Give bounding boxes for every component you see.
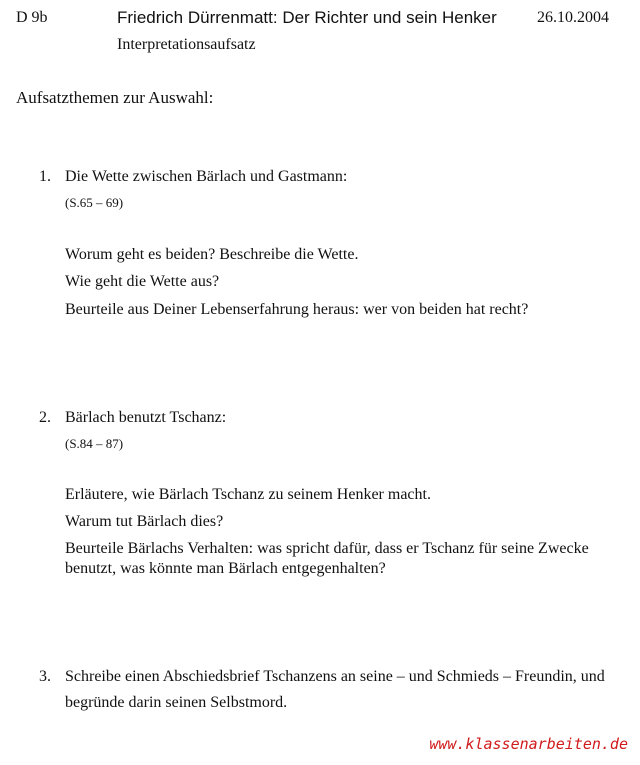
watermark: www.klassenarbeiten.de (429, 735, 628, 753)
topic-title-continued: begründe darin seinen Selbstmord. (65, 694, 288, 711)
document-title: Friedrich Dürrenmatt: Der Richter und sein Henker (117, 8, 497, 27)
topic-title: Schreibe einen Abschiedsbrief Tschanzens an seine – und Schmieds – Freundin, und (65, 668, 605, 685)
topic-question: benutzt, was könnte man Bärlach entgegenhalten? (65, 560, 386, 577)
topic-question: Beurteile Bärlachs Verhalten: was spricht dafür, dass er Tschanz für seine Zwecke (65, 540, 589, 557)
topic-question: Beurteile aus Deiner Lebenserfahrung heraus: wer von beiden hat recht? (65, 301, 529, 318)
intro-heading: Aufsatzthemen zur Auswahl: (16, 88, 214, 107)
topic-question: Wie geht die Wette aus? (65, 273, 220, 290)
topic-number: 3. (39, 668, 51, 685)
topic-title: Die Wette zwischen Bärlach und Gastmann: (65, 168, 348, 185)
topic-number: 2. (39, 409, 51, 426)
topic-number: 1. (39, 168, 51, 185)
document-date: 26.10.2004 (537, 9, 609, 26)
topic-question: Worum geht es beiden? Beschreibe die Wette. (65, 246, 359, 263)
topic-question: Erläutere, wie Bärlach Tschanz zu seinem Henker macht. (65, 486, 431, 503)
topic-question: Warum tut Bärlach dies? (65, 513, 224, 530)
topic-title: Bärlach benutzt Tschanz: (65, 409, 227, 426)
document-subtitle: Interpretationsaufsatz (117, 36, 256, 53)
topic-pages: (S.84 – 87) (65, 436, 124, 451)
topic-pages: (S.65 – 69) (65, 195, 124, 210)
class-label: D 9b (16, 9, 48, 26)
